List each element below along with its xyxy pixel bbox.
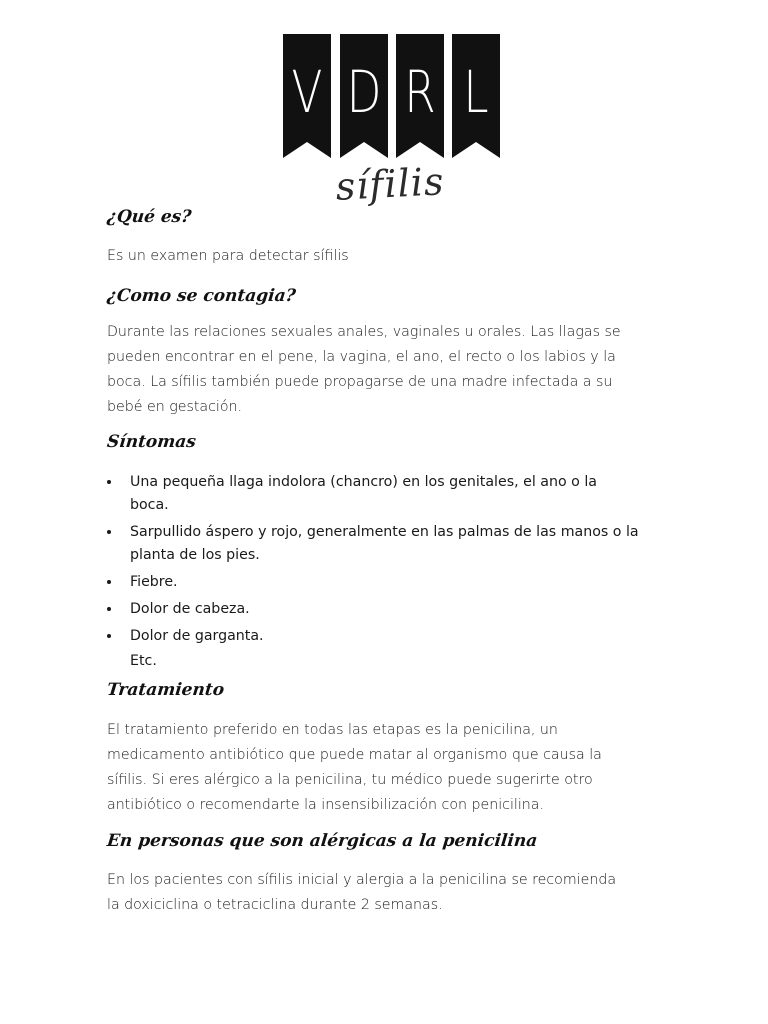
text-line: bebé en gestación. — [107, 399, 243, 415]
list-item — [107, 571, 667, 594]
text-line: boca. La sífilis también puede propagarse de una madre infectada a su — [107, 374, 613, 390]
logo-banner-l — [452, 34, 500, 158]
text-line: sífilis. Si eres alérgico a la penicilina, tu médico puede sugerirte otro — [107, 772, 593, 788]
etc-text: Etc. — [130, 653, 157, 669]
text-line: El tratamiento preferido en todas las etapas es la penicilina, un — [107, 722, 558, 738]
logo-letter: D — [346, 58, 382, 126]
list-item-text: planta de los pies. — [130, 547, 260, 563]
list-item-text: Fiebre. — [130, 574, 178, 590]
bullet-icon — [107, 607, 111, 611]
text-line: medicamento antibiótico que puede matar al organismo que causa la — [107, 747, 602, 763]
bullet-icon — [107, 480, 111, 484]
logo-subtitle: sífilis — [334, 159, 446, 209]
list-item-text: boca. — [130, 497, 169, 513]
list-item — [107, 471, 667, 517]
list-item-text: Sarpullido áspero y rojo, generalmente en las palmas de las manos o la — [130, 524, 639, 540]
logo-letter: R — [404, 58, 436, 126]
logo-letter: L — [463, 58, 489, 126]
text-line: la doxiciclina o tetraciclina durante 2 semanas. — [107, 897, 443, 913]
heading-tratamiento: Tratamiento — [105, 680, 226, 700]
text-line: pueden encontrar en el pene, la vagina, el ano, el recto o los labios y la — [107, 349, 616, 365]
vdrl-logo — [283, 34, 503, 214]
text-line: En los pacientes con sífilis inicial y alergia a la penicilina se recomienda — [107, 872, 617, 888]
paragraph-contagio — [107, 320, 667, 420]
logo-banner-d — [340, 34, 388, 158]
heading-que-es: ¿Qué es? — [105, 207, 193, 227]
logo-letter: V — [291, 58, 323, 126]
list-item-text: Dolor de garganta. — [130, 628, 264, 644]
list-item-text: Una pequeña llaga indolora (chancro) en los genitales, el ano o la — [130, 474, 598, 490]
logo-banner-r — [396, 34, 444, 158]
list-item — [107, 598, 667, 621]
paragraph-alergicas — [107, 868, 667, 918]
bullet-icon — [107, 634, 111, 638]
paragraph-que-es — [107, 244, 667, 269]
list-item-text: Dolor de cabeza. — [130, 601, 250, 617]
list-item — [107, 625, 667, 648]
text-line: antibiótico o recomendarte la insensibilización con penicilina. — [107, 797, 544, 813]
bullet-icon — [107, 530, 111, 534]
logo-banner-v — [283, 34, 331, 158]
heading-alergicas: En personas que son alérgicas a la penicilina — [105, 831, 539, 851]
text-line: Es un examen para detectar sífilis — [107, 248, 349, 264]
heading-sintomas: Síntomas — [105, 432, 197, 452]
paragraph-tratamiento — [107, 718, 667, 818]
text-line: Durante las relaciones sexuales anales, vaginales u orales. Las llagas se — [107, 324, 621, 340]
symptoms-list — [107, 471, 667, 652]
list-item — [107, 521, 667, 567]
heading-contagio: ¿Como se contagia? — [105, 286, 297, 306]
bullet-icon — [107, 580, 111, 584]
